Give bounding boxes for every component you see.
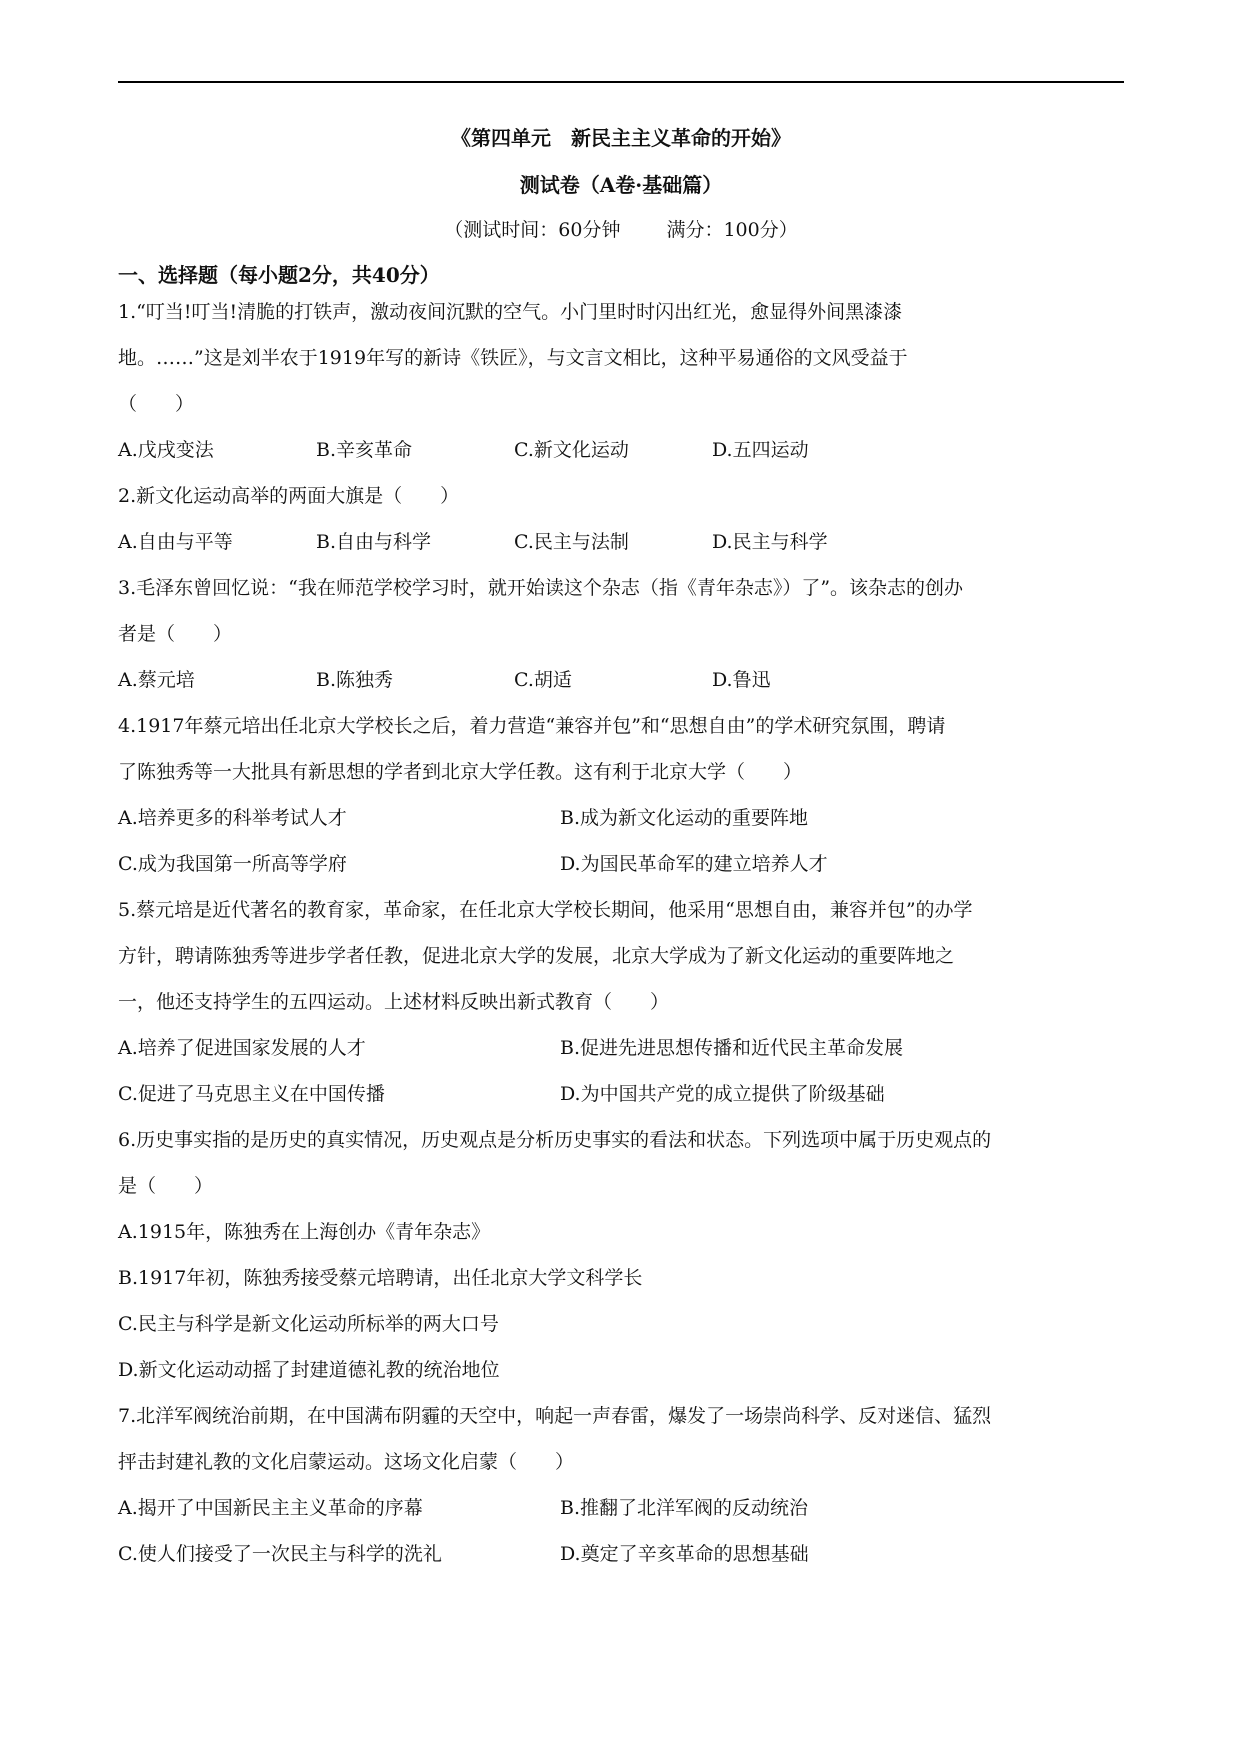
question-line: 5.蔡元培是近代著名的教育家，革命家，在任北京大学校长期间，他采用“思想自由，兼容并包”的办学 bbox=[118, 899, 973, 921]
option-b: B.促进先进思想传播和近代民主革命发展 bbox=[560, 1037, 904, 1059]
option-d: D.五四运动 bbox=[712, 439, 809, 461]
option-a: A.蔡元培 bbox=[118, 669, 195, 691]
option-a: A.戊戌变法 bbox=[118, 439, 214, 461]
exam-title: 《第四单元 新民主主义革命的开始》 bbox=[451, 126, 791, 150]
option-c: C.民主与法制 bbox=[514, 531, 629, 553]
option-b: B.成为新文化运动的重要阵地 bbox=[560, 807, 809, 829]
option-c: C.民主与科学是新文化运动所标举的两大口号 bbox=[118, 1313, 499, 1335]
option-d: D.为国民革命军的建立培养人才 bbox=[560, 853, 828, 875]
options-row bbox=[118, 1531, 1124, 1577]
option-d: D.新文化运动动摇了封建道德礼教的统治地位 bbox=[118, 1359, 500, 1381]
option-a: A.揭开了中国新民主主义革命的序幕 bbox=[118, 1497, 423, 1519]
question-3 bbox=[118, 565, 1124, 703]
options-row bbox=[118, 519, 1124, 565]
question-line: 4.1917年蔡元培出任北京大学校长之后，着力营造“兼容并包”和“思想自由”的学术研究氛围，聘请 bbox=[118, 715, 946, 737]
question-line: 6.历史事实指的是历史的真实情况，历史观点是分析历史事实的看法和状态。下列选项中属于历史观点的 bbox=[118, 1129, 992, 1151]
options-row bbox=[118, 1025, 1124, 1071]
options-row bbox=[118, 795, 1124, 841]
option-b: B.推翻了北洋军阀的反动统治 bbox=[560, 1497, 809, 1519]
question-line: 1.“叮当!叮当!清脆的打铁声，激动夜间沉默的空气。小门里时时闪出红光，愈显得外间黑漆漆 bbox=[118, 301, 903, 323]
section-heading: 一、选择题（每小题2分，共40分） bbox=[118, 263, 440, 287]
exam-page bbox=[118, 112, 1124, 1577]
option-d: D.鲁迅 bbox=[712, 669, 771, 691]
question-line: 是（ ） bbox=[118, 1175, 214, 1197]
option-b: B.辛亥革命 bbox=[316, 439, 413, 461]
question-line: 3.毛泽东曾回忆说：“我在师范学校学习时，就开始读这个杂志（指《青年杂志》）了”。该杂志的创办 bbox=[118, 577, 964, 599]
question-6 bbox=[118, 1117, 1124, 1393]
option-c: C.成为我国第一所高等学府 bbox=[118, 853, 347, 875]
exam-time: （测试时间：60分钟 bbox=[444, 219, 621, 241]
options-row bbox=[118, 1071, 1124, 1117]
option-c: C.新文化运动 bbox=[514, 439, 629, 461]
question-7 bbox=[118, 1393, 1124, 1577]
header-rule bbox=[118, 81, 1124, 83]
option-b: B.自由与科学 bbox=[316, 531, 432, 553]
question-line: 方针，聘请陈独秀等进步学者任教，促进北京大学的发展，北京大学成为了新文化运动的重要阵地之 bbox=[118, 945, 955, 967]
option-c: C.胡适 bbox=[514, 669, 572, 691]
option-a: A.培养了促进国家发展的人才 bbox=[118, 1037, 366, 1059]
question-line: （ ） bbox=[118, 393, 195, 415]
question-line: 地。……”这是刘半农于1919年写的新诗《铁匠》，与文言文相比，这种平易通俗的文风受益于 bbox=[118, 347, 908, 369]
option-b: B.1917年初，陈独秀接受蔡元培聘请，出任北京大学文科学长 bbox=[118, 1267, 643, 1289]
question-1 bbox=[118, 289, 1124, 473]
question-line: 了陈独秀等一大批具有新思想的学者到北京大学任教。这有利于北京大学（ ） bbox=[118, 761, 803, 783]
options-row bbox=[118, 1485, 1124, 1531]
question-line: 一，他还支持学生的五四运动。上述材料反映出新式教育（ ） bbox=[118, 991, 670, 1013]
exam-subtitle: 测试卷（A卷·基础篇） bbox=[519, 173, 723, 197]
exam-meta bbox=[118, 216, 1124, 244]
questions-list bbox=[118, 289, 1124, 1577]
option-a: A.自由与平等 bbox=[118, 531, 233, 553]
option-a: A.培养更多的科举考试人才 bbox=[118, 807, 347, 829]
option-c: C.促进了马克思主义在中国传播 bbox=[118, 1083, 385, 1105]
question-4 bbox=[118, 703, 1124, 887]
question-line: 抨击封建礼教的文化启蒙运动。这场文化启蒙（ ） bbox=[118, 1451, 575, 1473]
option-d: D.为中国共产党的成立提供了阶级基础 bbox=[560, 1083, 885, 1105]
option-d: D.奠定了辛亥革命的思想基础 bbox=[560, 1543, 809, 1565]
option-b: B.陈独秀 bbox=[316, 669, 394, 691]
options-row bbox=[118, 841, 1124, 887]
options-row bbox=[118, 657, 1124, 703]
question-line: 7.北洋军阀统治前期，在中国满布阴霾的天空中，响起一声春雷，爆发了一场崇尚科学、反对迷信、猛烈 bbox=[118, 1405, 992, 1427]
option-d: D.民主与科学 bbox=[712, 531, 828, 553]
option-c: C.使人们接受了一次民主与科学的洗礼 bbox=[118, 1543, 442, 1565]
options-row bbox=[118, 427, 1124, 473]
question-line: 者是（ ） bbox=[118, 623, 233, 645]
question-2 bbox=[118, 473, 1124, 565]
exam-score: 满分：100分） bbox=[666, 219, 798, 241]
question-5 bbox=[118, 887, 1124, 1117]
option-a: A.1915年，陈独秀在上海创办《青年杂志》 bbox=[118, 1221, 491, 1243]
question-line: 2.新文化运动高举的两面大旗是（ ） bbox=[118, 485, 460, 507]
